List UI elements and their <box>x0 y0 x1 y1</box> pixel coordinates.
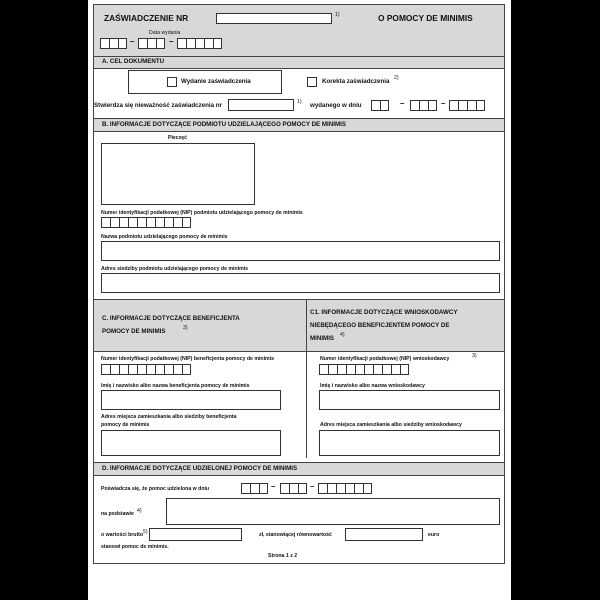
beneficiary-nip-label: Numer identyfikacji podatkowej (NIP) beneficjenta pomocy de minimis <box>101 356 274 362</box>
form-page <box>88 0 511 600</box>
final-statement: stanowi pomoc de minimis. <box>101 544 169 550</box>
section-c-title-line1: C. INFORMACJE DOTYCZĄCE BENEFICJENTA <box>102 315 240 322</box>
issuer-address-label: Adres siedziby podmiotu udzielającego pomocy de minimis <box>101 266 249 272</box>
invalid-day-field[interactable] <box>371 100 389 111</box>
correction-footnote: 2) <box>394 75 399 81</box>
applicant-name-field[interactable] <box>319 390 500 410</box>
date-dash: – <box>400 99 405 108</box>
issue-date-label: Data wydania <box>149 30 181 36</box>
deminimis-title: O POMOCY DE MINIMIS <box>378 13 473 23</box>
invalid-certificate-number-field[interactable] <box>228 99 294 111</box>
aid-date-label: Poświadcza się, że pomoc udzielona w dniu <box>101 486 210 492</box>
stamp-area <box>101 143 255 205</box>
section-a-title: A. CEL DOKUMENTU <box>102 58 165 65</box>
applicant-nip-field[interactable] <box>319 364 409 375</box>
section-d-title: D. INFORMACJE DOTYCZĄCE UDZIELONEJ POMOCY DE MINIMIS <box>102 465 298 472</box>
divider <box>94 351 504 352</box>
issue-day-field[interactable] <box>100 38 127 49</box>
legal-basis-footnote: 4) <box>137 508 142 514</box>
applicant-nip-label: Numer identyfikacji podatkowej (NIP) wnioskodawcy <box>320 356 450 362</box>
date-dash: – <box>169 37 174 46</box>
euro-value-field[interactable] <box>345 528 423 541</box>
section-c1-title-line2: NIEBĘDĄCEGO BENEFICJENTEM POMOCY DE <box>310 322 450 329</box>
section-c1-title-line3: MINIMIS <box>310 335 335 342</box>
legal-basis-field[interactable] <box>166 498 500 525</box>
section-c-footnote: 3) <box>183 325 188 331</box>
column-divider <box>306 300 307 458</box>
section-c-title-line2: POMOCY DE MINIMIS <box>102 328 166 335</box>
correction-checkbox[interactable] <box>307 77 317 87</box>
divider <box>94 131 504 132</box>
issue-year-field[interactable] <box>177 38 222 49</box>
applicant-address-field[interactable] <box>319 430 500 456</box>
date-dash: – <box>441 99 446 108</box>
divider <box>94 68 504 69</box>
issuer-name-field[interactable] <box>101 241 500 261</box>
date-dash: – <box>271 482 276 491</box>
currency-label: euro <box>428 532 440 538</box>
applicant-address-label: Adres miejsca zamieszkania albo siedziby wnioskodawcy <box>320 422 462 428</box>
issuer-nip-field[interactable] <box>101 217 191 228</box>
beneficiary-address-label-line1: Adres miejsca zamieszkania albo siedziby beneficjenta <box>101 414 237 420</box>
beneficiary-address-label-line2: pomocy de minimis <box>101 422 150 428</box>
correction-option-label: Korekta zaświadczenia <box>322 78 390 85</box>
issuer-nip-label: Numer identyfikacji podatkowej (NIP) podmiotu udzielającego pomocy de minimis <box>101 210 303 216</box>
issued-on-label: wydanego w dniu <box>310 102 362 109</box>
legal-basis-label: na podstawie <box>101 511 134 517</box>
divider <box>94 475 504 476</box>
beneficiary-nip-field[interactable] <box>101 364 191 375</box>
invalidation-label: Stwierdza się nieważność zaświadczenia nr <box>94 102 222 109</box>
issue-option-label: Wydanie zaświadczenia <box>181 78 251 85</box>
applicant-nip-footnote: 3) <box>472 353 477 359</box>
stamp-label: Pieczęć <box>168 135 188 141</box>
gross-value-footnote: 5) <box>143 529 148 535</box>
section-b-title: B. INFORMACJE DOTYCZĄCE PODMIOTU UDZIELAJĄCEGO POMOCY DE MINIMIS <box>102 121 346 128</box>
certificate-title: ZAŚWIADCZENIE NR <box>104 13 189 23</box>
date-dash: – <box>130 37 135 46</box>
page-number: Strona 1 z 2 <box>268 553 298 559</box>
applicant-name-label: Imię i nazwisko albo nazwa wnioskodawcy <box>320 383 425 389</box>
invalidation-footnote: 1) <box>297 99 302 105</box>
section-c1-footnote: 4) <box>340 332 345 338</box>
issuer-address-field[interactable] <box>101 273 500 293</box>
aid-year-field[interactable] <box>318 483 372 494</box>
certificate-number-footnote: 1) <box>335 12 340 18</box>
gross-value-label: o wartości brutto <box>101 532 144 538</box>
equivalent-label: zł, stanowiącej równowartość <box>259 532 332 538</box>
beneficiary-address-field[interactable] <box>101 430 281 456</box>
aid-day-field[interactable] <box>241 483 268 494</box>
certificate-number-field[interactable] <box>216 13 332 24</box>
issue-month-field[interactable] <box>138 38 165 49</box>
beneficiary-name-field[interactable] <box>101 390 281 410</box>
aid-month-field[interactable] <box>280 483 307 494</box>
invalid-year-field[interactable] <box>449 100 485 111</box>
gross-value-field[interactable] <box>149 528 242 541</box>
date-dash: – <box>310 482 315 491</box>
issuer-name-label: Nazwa podmiotu udzielającego pomocy de minimis <box>101 234 228 240</box>
beneficiary-name-label: Imię i nazwisko albo nazwa beneficjenta pomocy de minimis <box>101 383 250 389</box>
invalid-month-field[interactable] <box>410 100 437 111</box>
issue-checkbox[interactable] <box>167 77 177 87</box>
section-c1-title-line1: C1. INFORMACJE DOTYCZĄCE WNIOSKODAWCY <box>310 309 458 316</box>
